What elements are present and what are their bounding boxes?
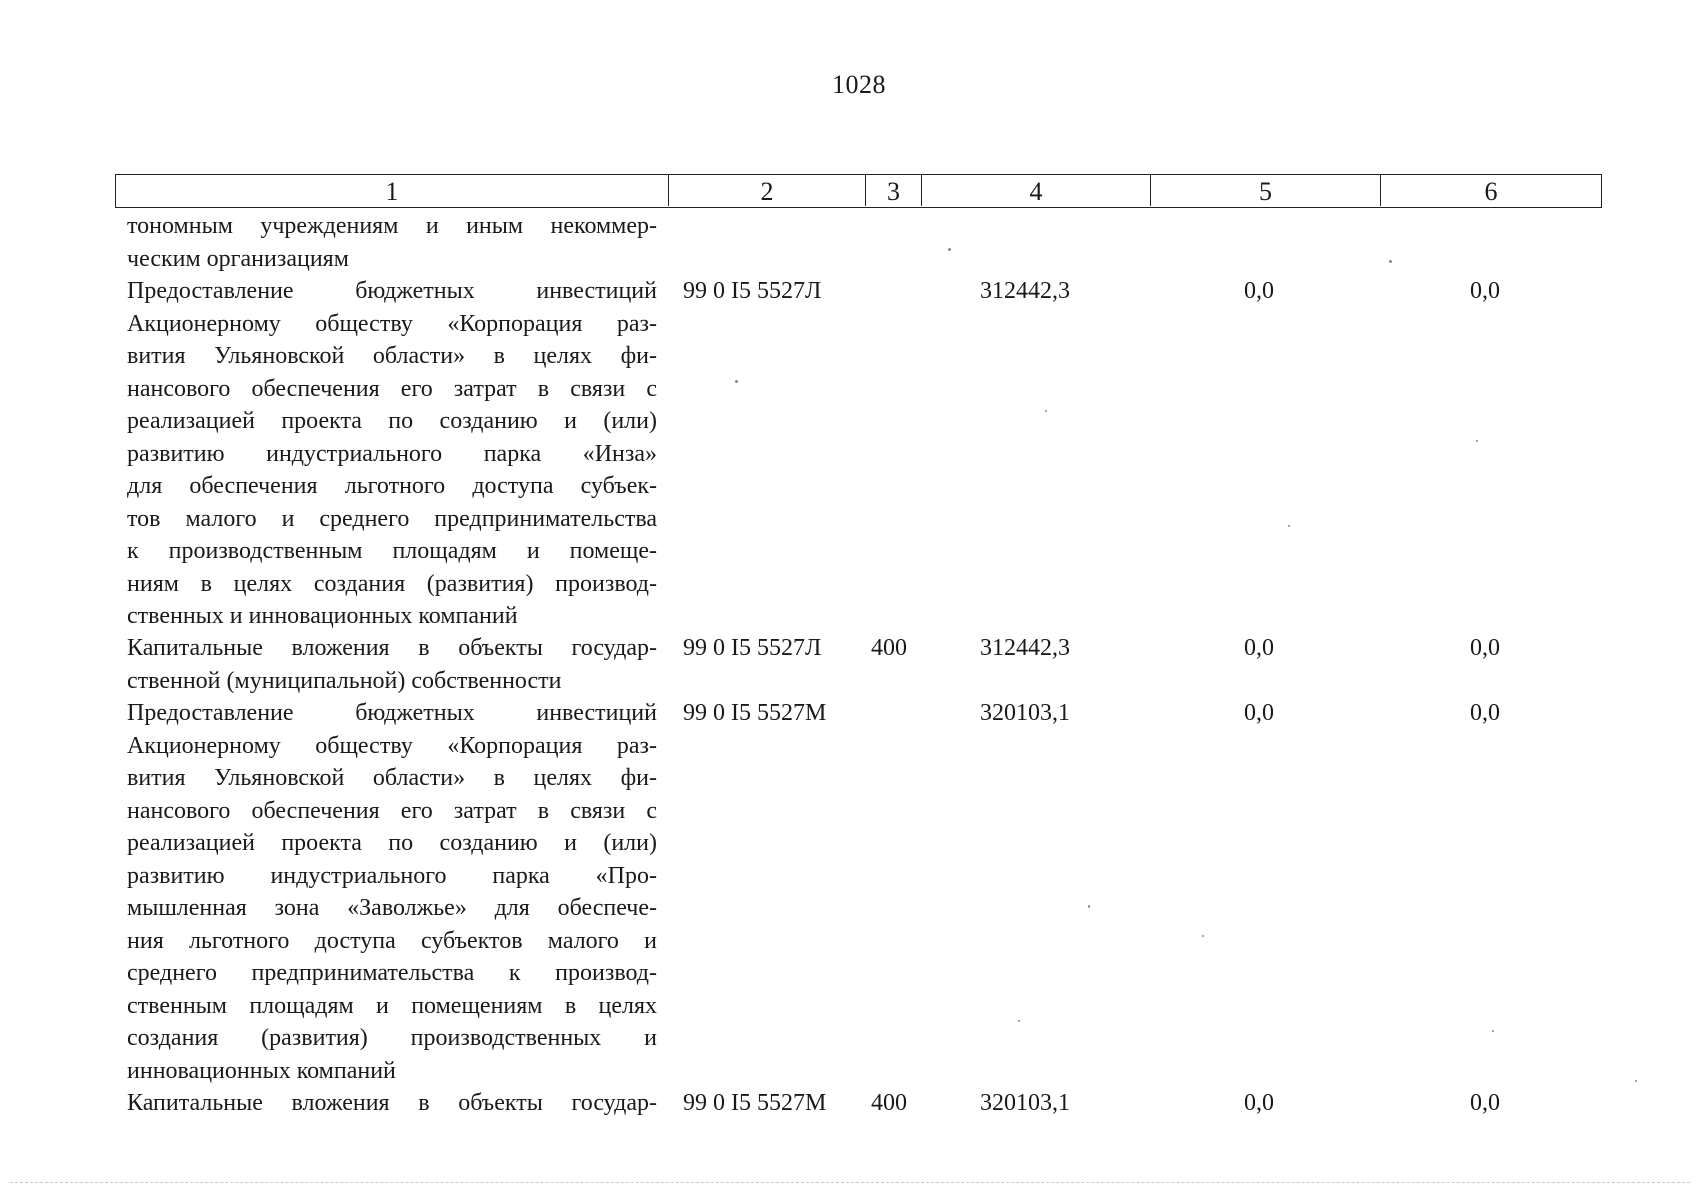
description-line: среднего предпринимательства к производ- xyxy=(127,960,657,986)
target-code: 99 0 I5 5527М xyxy=(683,700,827,726)
description-line: Предоставление бюджетных инвестиций xyxy=(127,700,657,726)
target-code: 99 0 I5 5527Л xyxy=(683,278,822,304)
description-line: развитию индустриального парка «Про- xyxy=(127,862,657,889)
amount-col-5: 0,0 xyxy=(1244,278,1274,304)
description-line: мышленная зона «Заволжье» для обеспече- xyxy=(127,895,657,921)
description-line: ственной (муниципальной) собственности xyxy=(127,667,562,694)
amount-col-6: 0,0 xyxy=(1470,278,1500,304)
description-line: Акционерному обществу «Корпорация раз- xyxy=(127,310,657,337)
table-row xyxy=(0,1087,1698,1120)
description-line: инновационных компаний xyxy=(127,1057,396,1084)
scan-speck xyxy=(1045,410,1047,412)
scan-edge-noise xyxy=(10,1182,1690,1185)
description-line: ственных и инновационных компаний xyxy=(127,603,518,629)
table-header xyxy=(115,174,1602,208)
row-description xyxy=(127,210,657,275)
description-line: ниям в целях создания (развития) производ- xyxy=(127,570,657,597)
scan-speck xyxy=(1389,260,1392,263)
scan-speck xyxy=(948,248,951,251)
description-line: к производственным площадям и помеще- xyxy=(127,538,657,564)
target-code: 99 0 I5 5527М xyxy=(683,1090,827,1116)
description-line: развитию индустриального парка «Инза» xyxy=(127,440,657,467)
header-col-2: 2 xyxy=(669,175,866,206)
scan-speck xyxy=(1202,935,1204,937)
description-line: реализацией проекта по созданию и (или) xyxy=(127,408,657,434)
amount-col-4: 312442,3 xyxy=(980,278,1070,304)
amount-col-6: 0,0 xyxy=(1470,1090,1500,1116)
expense-type: 400 xyxy=(871,1090,907,1116)
table-row xyxy=(0,275,1698,632)
description-line: нансового обеспечения его затрат в связи с xyxy=(127,375,657,402)
amount-col-6: 0,0 xyxy=(1470,635,1500,661)
amount-col-5: 0,0 xyxy=(1244,1090,1274,1116)
description-line: для обеспечения льготного доступа субъек- xyxy=(127,473,657,499)
scan-speck xyxy=(735,380,738,383)
description-line: ческим организациям xyxy=(127,245,349,272)
amount-col-5: 0,0 xyxy=(1244,700,1274,726)
row-description xyxy=(127,275,657,633)
description-line: Капитальные вложения в объекты государ- xyxy=(127,1090,657,1116)
table-row xyxy=(0,632,1698,697)
description-line: ственным площадям и помещениям в целях xyxy=(127,992,657,1019)
row-description xyxy=(127,697,657,1087)
amount-col-4: 320103,1 xyxy=(980,1090,1070,1116)
description-line: реализацией проекта по созданию и (или) xyxy=(127,830,657,856)
description-line: Предоставление бюджетных инвестиций xyxy=(127,278,657,304)
description-line: тономным учреждениям и иным некоммер- xyxy=(127,213,657,239)
scan-speck xyxy=(1288,525,1290,527)
amount-col-5: 0,0 xyxy=(1244,635,1274,661)
description-line: вития Ульяновской области» в целях фи- xyxy=(127,765,657,791)
scan-speck xyxy=(1018,1020,1020,1022)
table-row xyxy=(0,697,1698,1087)
description-line: ния льготного доступа субъектов малого и xyxy=(127,927,657,954)
description-line: вития Ульяновской области» в целях фи- xyxy=(127,343,657,369)
description-line: Акционерному обществу «Корпорация раз- xyxy=(127,732,657,759)
row-description xyxy=(127,1087,657,1120)
scan-speck xyxy=(1088,905,1090,908)
page-number: 1028 xyxy=(832,70,886,99)
scan-speck xyxy=(1635,1080,1637,1082)
description-line: нансового обеспечения его затрат в связи с xyxy=(127,797,657,824)
header-col-1: 1 xyxy=(116,175,669,206)
expense-type: 400 xyxy=(871,635,907,661)
scan-speck xyxy=(1476,440,1478,442)
description-line: создания (развития) производственных и xyxy=(127,1025,657,1051)
header-col-5: 5 xyxy=(1151,175,1381,206)
amount-col-4: 312442,3 xyxy=(980,635,1070,661)
amount-col-4: 320103,1 xyxy=(980,700,1070,726)
header-col-3: 3 xyxy=(866,175,922,206)
scan-speck xyxy=(1492,1030,1494,1032)
description-line: тов малого и среднего предпринимательства xyxy=(127,505,657,532)
target-code: 99 0 I5 5527Л xyxy=(683,635,822,661)
table-row xyxy=(0,210,1698,275)
header-col-4: 4 xyxy=(922,175,1151,206)
row-description xyxy=(127,632,657,697)
header-col-6: 6 xyxy=(1484,177,1498,206)
description-line: Капитальные вложения в объекты государ- xyxy=(127,635,657,661)
amount-col-6: 0,0 xyxy=(1470,700,1500,726)
